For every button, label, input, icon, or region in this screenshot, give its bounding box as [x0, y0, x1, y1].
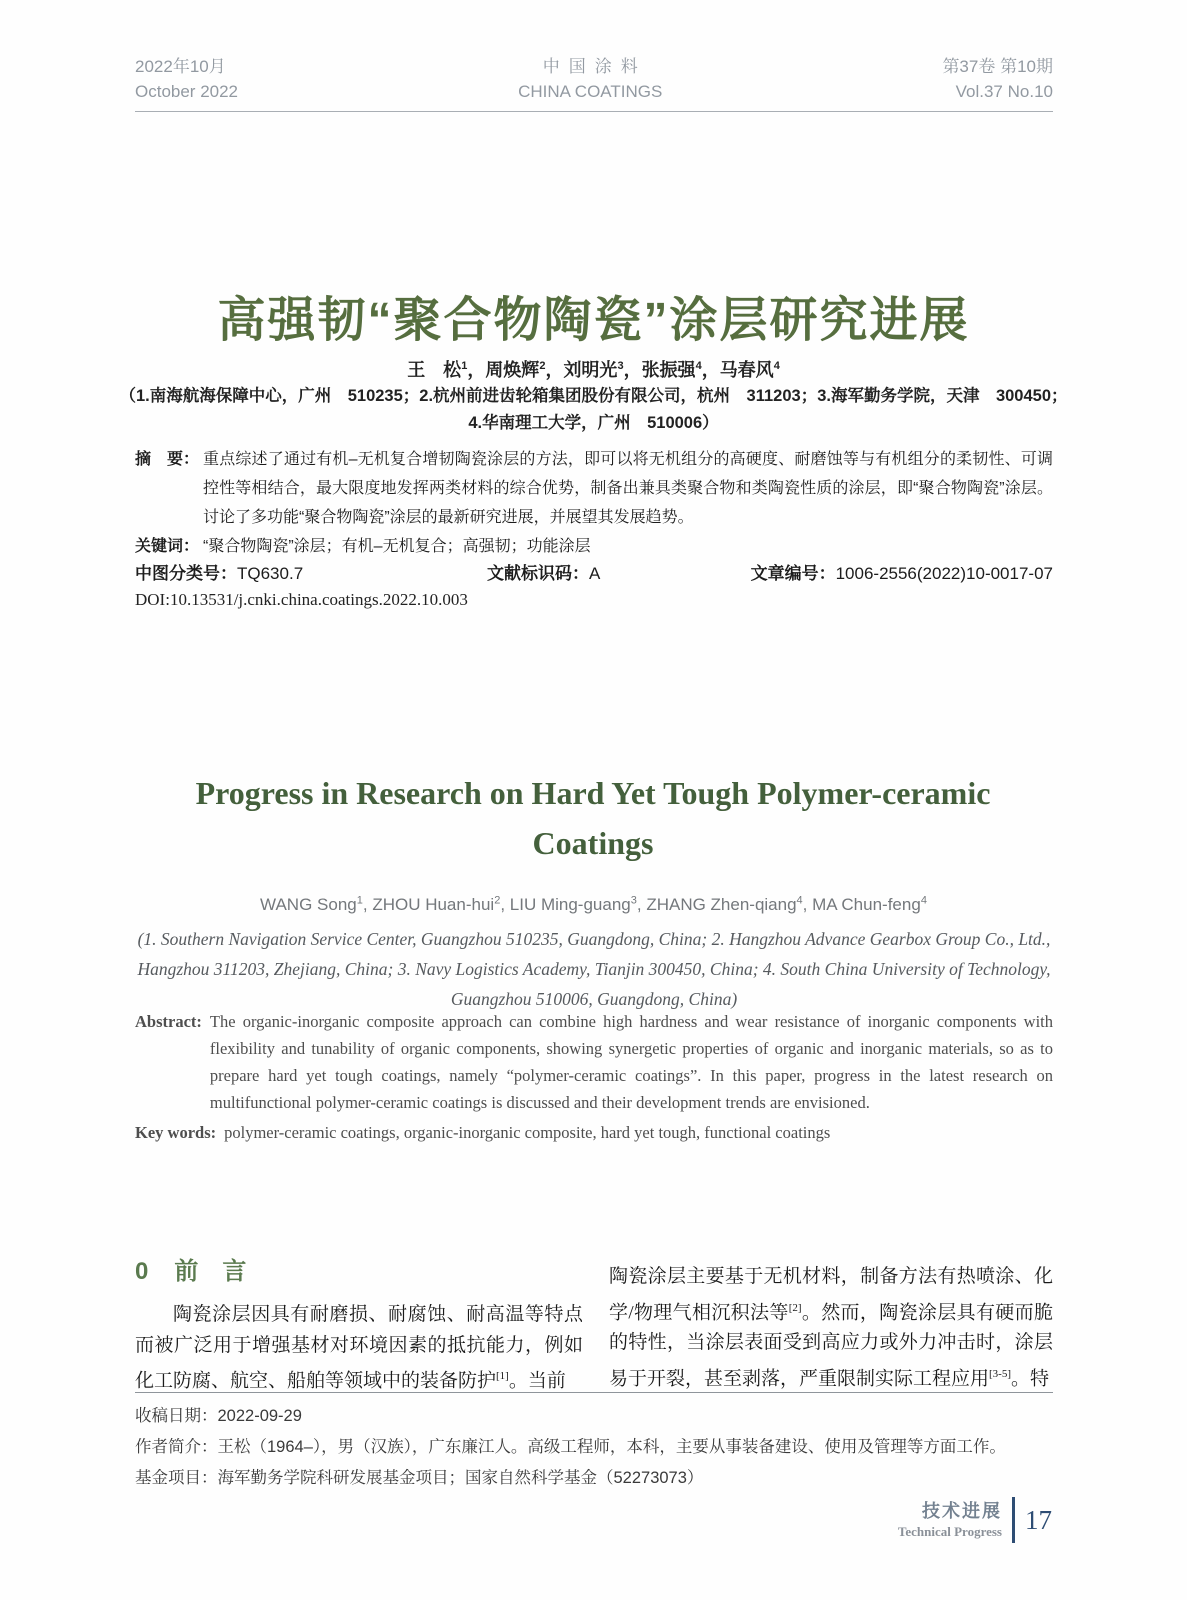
issue-en: Vol.37 No.10 — [955, 82, 1053, 101]
paragraph-text: 。特 — [1011, 1368, 1050, 1390]
article-id — [751, 559, 1053, 584]
article-body — [135, 1256, 1053, 1397]
document-code-value: A — [589, 564, 601, 583]
author-affil-sup: 2 — [539, 360, 546, 372]
article-id-label: 文章编号： — [750, 564, 836, 583]
author-name: ZHOU Huan-hui — [372, 894, 495, 914]
abstract-label-en: Abstract: — [135, 1012, 202, 1031]
header-journal-block — [518, 54, 662, 104]
author-name: WANG Song — [260, 894, 357, 914]
author-name: 马春风 — [719, 360, 774, 380]
header-date-block — [135, 54, 238, 104]
journal-name-cn: 中国涂料 — [542, 57, 647, 76]
footnote-divider — [135, 1392, 1053, 1393]
keywords-label-cn: 关键词： — [135, 538, 200, 555]
meta-row — [135, 559, 1053, 583]
author-cn — [563, 360, 641, 380]
author-sep: ， — [467, 360, 486, 380]
paragraph-text: 陶瓷涂层主要基于无机材料，制备方法有热喷涂、化学/物理气相沉积法等 — [609, 1266, 1053, 1323]
footer-divider-bar — [1012, 1497, 1015, 1543]
keywords-text-cn: “聚合物陶瓷”涂层；有机–无机复合；高强韧；功能涂层 — [203, 538, 591, 555]
clc-number — [135, 559, 303, 584]
author-sep: , — [362, 894, 373, 914]
authors-cn — [0, 356, 1187, 382]
body-column-right — [609, 1256, 1053, 1397]
article-id-value: 1006-2556(2022)10-0017-07 — [835, 564, 1053, 583]
author-sep: ， — [623, 360, 642, 380]
author-en — [372, 895, 509, 914]
citation-ref: [2] — [788, 1301, 802, 1314]
author-cn — [642, 360, 720, 380]
footnote-author-bio: 作者简介：王松（1964–），男（汉族），广东廉江人。高级工程师，本科，主要从事装备建设、使用及管理等方面工作。 — [135, 1438, 1006, 1456]
body-column-left — [135, 1256, 583, 1397]
page-number: 17 — [1025, 1504, 1052, 1535]
clc-value: TQ630.7 — [237, 564, 304, 583]
author-cn — [407, 360, 485, 380]
author-affil-sup: 2 — [494, 894, 501, 906]
author-cn — [485, 360, 563, 380]
journal-name-en: CHINA COATINGS — [518, 82, 663, 101]
author-sep: , — [500, 894, 510, 914]
author-name: 刘明光 — [563, 360, 618, 380]
author-sep: ， — [545, 360, 564, 380]
header-date-cn: 2022年10月 — [135, 57, 226, 76]
section-number: 0 — [135, 1258, 149, 1285]
author-affil-sup: 1 — [356, 894, 363, 906]
author-affil-sup: 4 — [920, 894, 927, 906]
author-name: LIU Ming-guang — [509, 894, 631, 914]
citation-ref: [3-5] — [989, 1367, 1012, 1380]
page-footer — [898, 1497, 1052, 1543]
paragraph-text: 。当前 — [508, 1370, 566, 1392]
author-affil-sup: 4 — [773, 360, 780, 372]
footer-section-en: Technical Progress — [897, 1524, 1002, 1539]
authors-en — [0, 894, 1187, 915]
author-en — [646, 895, 812, 914]
footnote-funding: 基金项目：海军勤务学院科研发展基金项目；国家自然科学基金（52273073） — [135, 1469, 704, 1487]
author-affil-sup: 1 — [461, 360, 468, 372]
footer-section-cn: 技术进展 — [922, 1501, 1002, 1521]
journal-header — [135, 54, 1053, 112]
abstract-en — [135, 1008, 1053, 1116]
author-sep: ， — [701, 360, 720, 380]
keywords-en — [135, 1120, 1053, 1146]
author-sep: , — [802, 894, 813, 914]
citation-ref: [1] — [496, 1370, 509, 1382]
section-title: 前 言 — [174, 1258, 247, 1285]
author-name: MA Chun-feng — [812, 894, 921, 914]
author-name: 周焕辉 — [485, 360, 540, 380]
author-sep: , — [636, 894, 647, 914]
clc-label: 中图分类号： — [135, 564, 237, 583]
keywords-label-en: Key words: — [135, 1123, 217, 1142]
document-code-label: 文献标识码： — [487, 564, 589, 583]
issue-cn: 第37卷 第10期 — [942, 57, 1053, 76]
author-cn — [720, 360, 780, 380]
author-affil-sup: 4 — [695, 360, 702, 372]
doi: DOI:10.13531/j.cnki.china.coatings.2022.10.003 — [135, 590, 468, 609]
author-en — [510, 895, 647, 914]
article-title-cn: 高强韧“聚合物陶瓷”涂层研究进展 — [217, 294, 970, 347]
body-paragraph — [609, 1256, 1053, 1395]
keywords-cn — [135, 534, 1053, 560]
paragraph-text: 陶瓷涂层因具有耐磨损、耐腐蚀、耐高温等特点而被广泛用于增强基材对环境因素的抵抗能力，例如化工防腐、航空、船舶等领域中的装备防护 — [135, 1304, 583, 1392]
author-en — [260, 895, 372, 914]
affiliations-cn — [0, 383, 1187, 437]
article-title-en: Progress in Research on Hard Yet Tough Polymer-ceramic Coatings — [195, 775, 991, 861]
author-name: ZHANG Zhen-qiang — [646, 894, 797, 914]
body-paragraph — [135, 1300, 583, 1397]
header-date-en: October 2022 — [135, 82, 239, 101]
keywords-text-en: polymer-ceramic coatings, organic-inorganic composite, hard yet tough, functional coatings — [224, 1123, 831, 1142]
footnotes — [135, 1401, 1053, 1494]
affiliations-en: (1. Southern Navigation Service Center, Guangzhou 510235, Guangdong, China; 2. Hangzhou Advance Gearbox Group Co., Ltd., Hangzhou 311203, Zhejiang, China; 3. Navy Logistics Academy, Tianjin 300450, China; 4. South China University of Technology, Guangzhou 510006, Guangdong, China) — [137, 929, 1051, 1009]
footer-section-labels — [898, 1499, 1002, 1541]
author-en — [812, 895, 927, 914]
section-heading — [135, 1256, 583, 1288]
footnote-received-date: 收稿日期：2022-09-29 — [135, 1407, 302, 1425]
author-affil-sup: 4 — [796, 894, 803, 906]
abstract-text-en: The organic-inorganic composite approach can combine high hardness and wear resistance of inorganic components with flexibility and tunability of organic components, showing synergetic properties of organic and inorganic materials, so as to prepare hard yet tough coatings, namely “polymer-ceramic coatings”. In this paper, progress in the latest research on multifunctional polymer-ceramic coatings is discussed and their development trends are envisioned. — [209, 1012, 1053, 1112]
affiliations-cn-line2: 4.华南理工大学，广州 510006） — [468, 414, 719, 432]
header-issue-block — [942, 54, 1053, 104]
author-affil-sup: 3 — [617, 360, 624, 372]
abstract-text-cn: 重点综述了通过有机–无机复合增韧陶瓷涂层的方法，即可以将无机组分的高硬度、耐磨蚀等与有机组分的柔韧性、可调控性等相结合，最大限度地发挥两类材料的综合优势，制备出兼具类聚合物和类陶瓷性质的涂层，即“聚合物陶瓷”涂层。讨论了多功能“聚合物陶瓷”涂层的最新研究进展，并展望其发展趋势。 — [203, 451, 1053, 526]
abstract-cn — [135, 445, 1053, 532]
author-affil-sup: 3 — [630, 894, 637, 906]
author-name: 张振强 — [641, 360, 696, 380]
affiliations-cn-line1: （1.南海航海保障中心，广州 510235；2.杭州前进齿轮箱集团股份有限公司，杭州 311203；3.海军勤务学院，天津 300450； — [119, 387, 1068, 405]
author-name: 王 松 — [407, 360, 462, 380]
document-code — [487, 559, 600, 584]
abstract-label-cn: 摘 要： — [135, 451, 200, 468]
paragraph-text: 。然而，陶瓷涂层具有硬而脆的特性，当涂层表面受到高应力或外力冲击时，涂层易于开裂，甚至剥落，严重限制实际工程应用 — [609, 1301, 1053, 1390]
